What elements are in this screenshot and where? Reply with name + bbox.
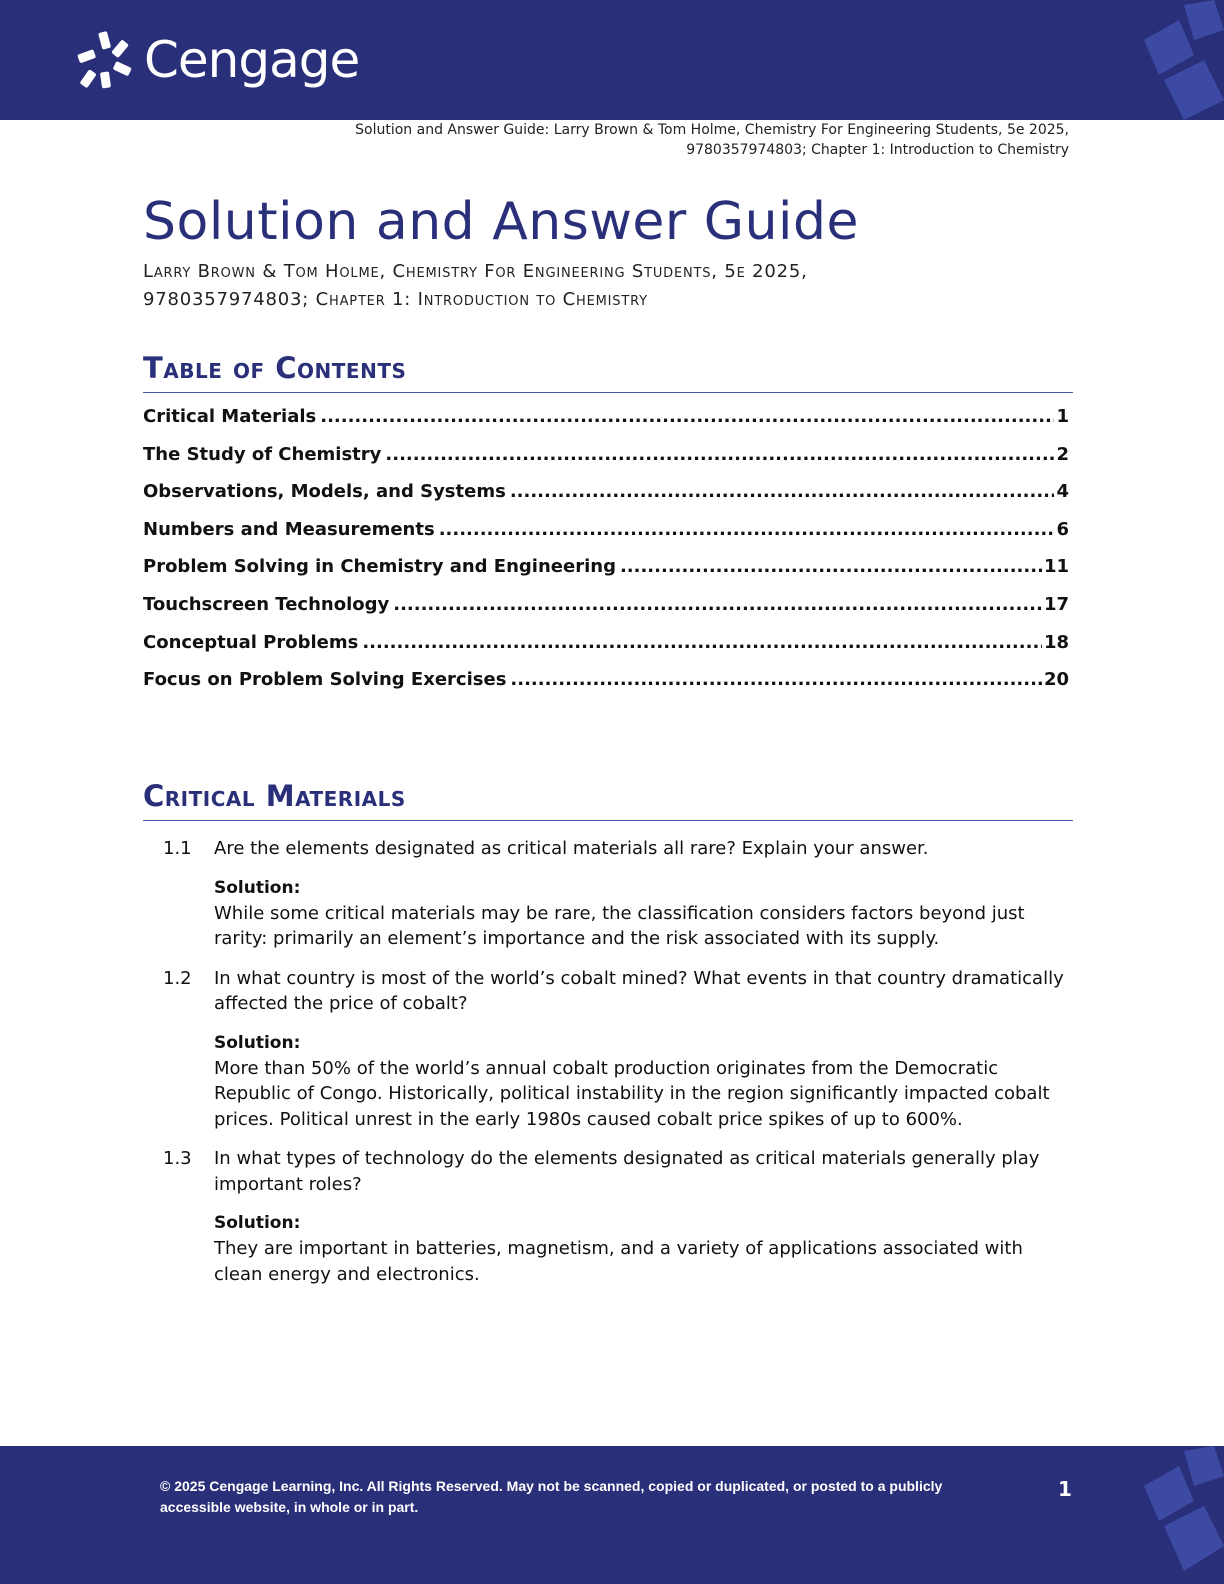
toc-entry-label: Observations, Models, and Systems [143,481,506,503]
toc-entry-page: 11 [1043,556,1069,578]
toc-heading: Table of Contents [143,348,1073,393]
header-band [0,0,1224,120]
toc-entry-label: The Study of Chemistry [143,443,382,465]
subtitle-line-1: Larry Brown & Tom Holme, Chemistry For Engineering Students, 5e 2025, [143,261,808,282]
corner-decoration-icon [1134,0,1224,120]
toc-leader-dots [510,481,1055,502]
toc-entry-page: 18 [1043,631,1069,653]
page-number: 1 [1058,1477,1072,1501]
solution-text: More than 50% of the world’s annual cobalt production originates from the Democratic Republic of Congo. Historically, political instability in the region significantly impacted cobalt prices. Political unrest in the early 1980s caused cobalt price spikes of up to 600%. [214,1057,1050,1130]
running-head-line-2: 9780357974803; Chapter 1: Introduction to Chemistry [686,142,1069,158]
toc-leader-dots [320,406,1054,427]
toc-entry-label: Problem Solving in Chemistry and Engineering [143,556,616,578]
toc-entry[interactable] [143,632,1069,670]
toc-leader-dots [393,594,1042,615]
toc-entry-label: Touchscreen Technology [143,593,390,615]
solution-text: They are important in batteries, magnetism, and a variety of applications associated with clean energy and electronics. [214,1238,1023,1285]
toc-entry[interactable] [143,556,1069,594]
question-number: 1.2 [163,967,192,989]
toc-entry-page: 17 [1043,593,1069,615]
question-list [163,836,1073,1301]
question-text: Are the elements designated as critical materials all rare? Explain your answer. [214,838,929,859]
question-item [163,836,1073,952]
toc-entry-label: Focus on Problem Solving Exercises [143,669,507,691]
toc-entry[interactable] [143,481,1069,519]
toc-entry-page: 4 [1056,481,1069,503]
document-title: Solution and Answer Guide [143,192,859,252]
solution-text: While some critical materials may be rare, the classification considers factors beyond just rarity: primarily an element’s importance and the risk associated with its supply. [214,902,1025,949]
toc-entry[interactable] [143,406,1069,444]
corner-decoration-icon [1134,1446,1224,1584]
toc-entry-label: Conceptual Problems [143,631,359,653]
toc-entry-label: Numbers and Measurements [143,518,435,540]
toc-entry-label: Critical Materials [143,406,317,427]
question-number: 1.1 [163,838,192,859]
section-heading: Critical Materials [143,776,1073,821]
toc-entry[interactable] [143,669,1069,707]
toc-entry[interactable] [143,594,1069,632]
running-head-line-1: Solution and Answer Guide: Larry Brown & Tom Holme, Chemistry For Engineering Students, 5e 2025, [355,122,1069,138]
footer-band [0,1446,1224,1584]
toc-leader-dots [362,632,1042,653]
question-item [163,966,1073,1133]
solution-label: Solution: [214,1032,301,1053]
toc-entry-page: 2 [1056,443,1069,465]
cengage-mark-icon [74,30,136,90]
brand-name: Cengage [144,31,360,89]
subtitle-line-2: 9780357974803; Chapter 1: Introduction to Chemistry [143,289,648,310]
toc-leader-dots [439,519,1055,540]
running-head [169,120,1069,160]
cengage-logo [74,30,359,90]
table-of-contents [143,406,1069,707]
toc-entry[interactable] [143,444,1069,482]
question-item [163,1146,1073,1287]
toc-entry-page: 6 [1056,518,1069,540]
toc-entry-page: 20 [1043,669,1069,691]
toc-entry-page: 1 [1056,406,1069,427]
document-subtitle [143,258,1043,314]
question-number: 1.3 [163,1148,192,1169]
toc-leader-dots [510,669,1042,690]
solution-label: Solution: [214,1213,301,1233]
toc-entry[interactable] [143,519,1069,557]
question-text: In what types of technology do the elements designated as critical materials generally play important roles? [214,1148,1040,1195]
toc-leader-dots [385,444,1054,465]
toc-leader-dots [620,556,1042,577]
solution-label: Solution: [214,877,301,898]
question-text: In what country is most of the world’s cobalt mined? What events in that country dramatically affected the price of cobalt? [214,967,1064,1014]
copyright-notice: © 2025 Cengage Learning, Inc. All Rights Reserved. May not be scanned, copied or duplicated, or posted to a publicly accessible website, in whole or in part. [160,1478,943,1515]
